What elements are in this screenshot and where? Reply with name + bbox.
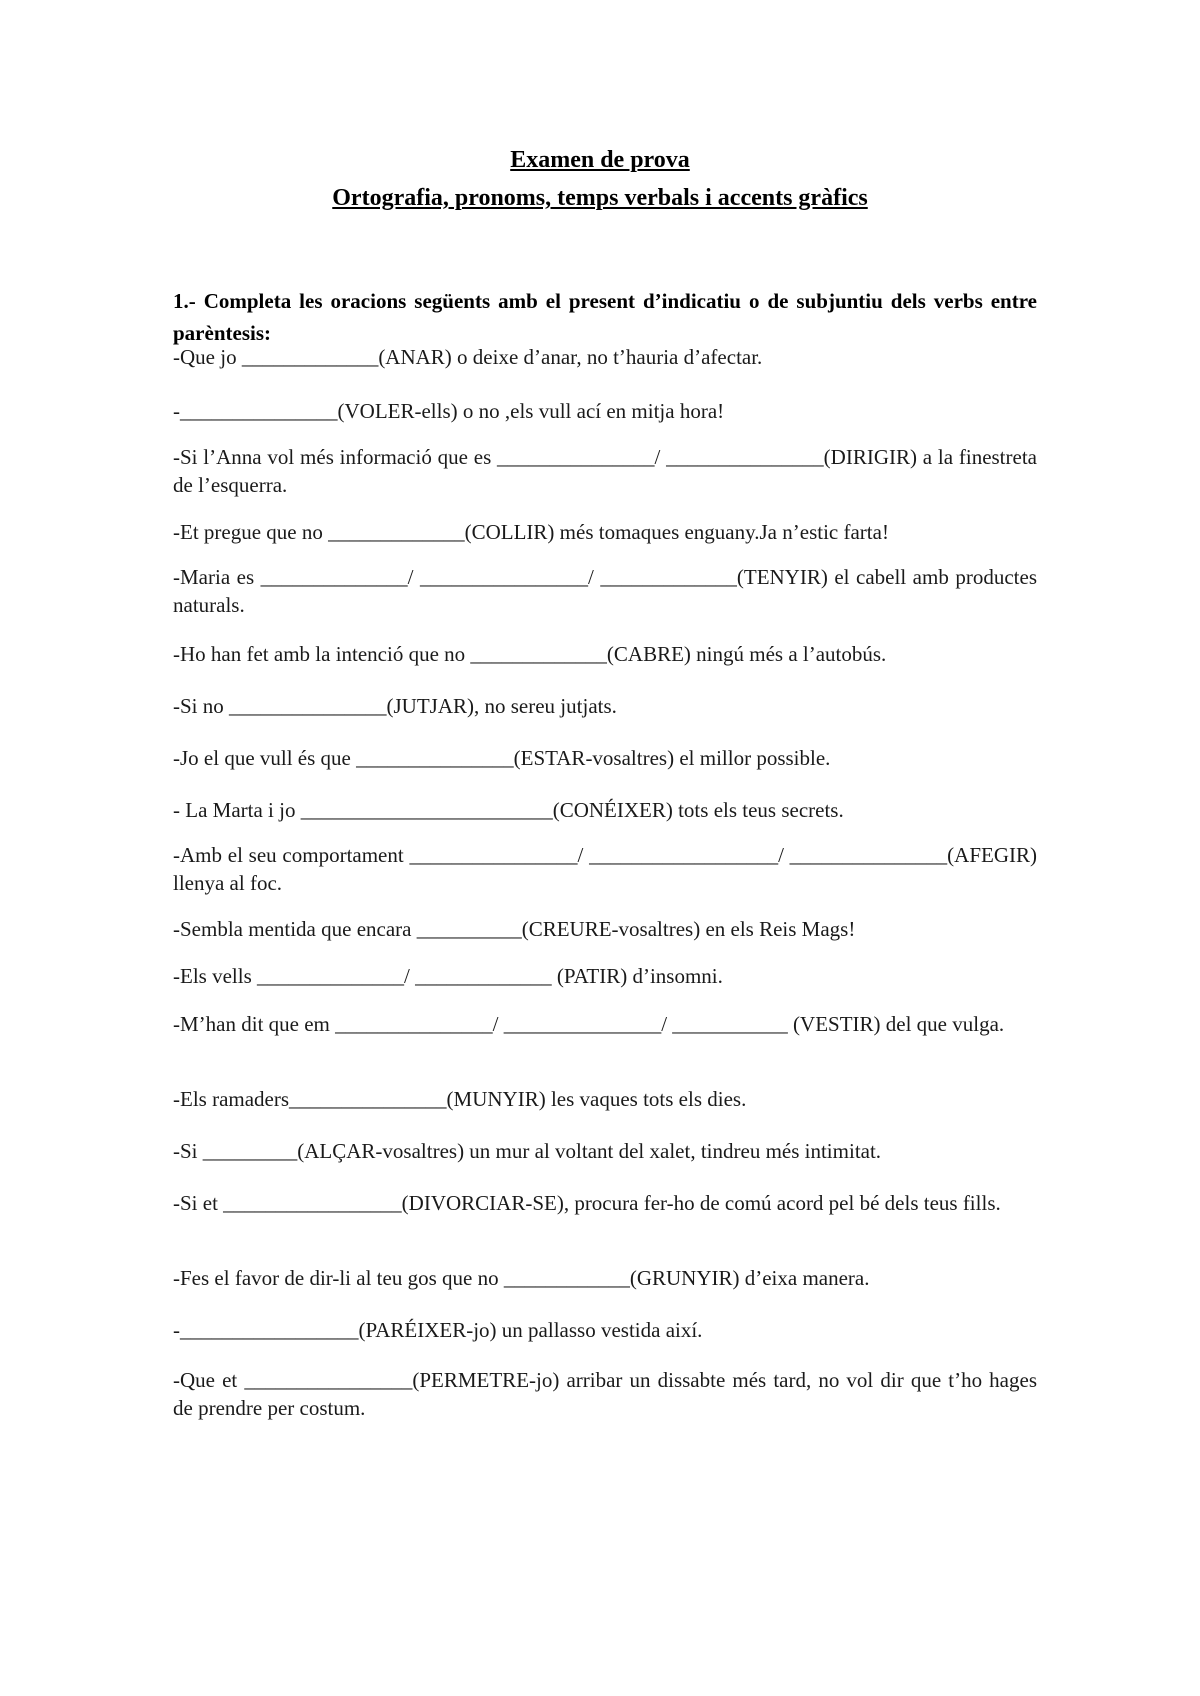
- exercise-sentence-13: -M’han dit que em _______________/ _______________/ ___________ (VESTIR) del que vulga.: [173, 1012, 1005, 1036]
- exercise-sentence-7: -Si no _______________(JUTJAR), no sereu jutjats.: [173, 694, 617, 718]
- exercise-sentence-10: -Amb el seu comportament ________________/ __________________/ _______________(AFEGIR) llenya al foc.: [173, 843, 1037, 895]
- exercise-sentence-5: -Maria es ______________/ ________________/ _____________(TENYIR) el cabell amb productes naturals.: [173, 565, 1037, 617]
- exercise-sentence-1: -Que jo _____________(ANAR) o deixe d’anar, no t’hauria d’afectar.: [173, 345, 763, 369]
- exercise-sentence-2: -_______________(VOLER-ells) o no ,els vull ací en mitja hora!: [173, 399, 725, 423]
- exercise-sentence-12: -Els vells ______________/ _____________ (PATIR) d’insomni.: [173, 964, 723, 988]
- question-1-prompt: 1.- Completa les oracions següents amb el present d’indicatiu o de subjuntiu dels verbs entre parèntesis:: [173, 289, 1037, 345]
- exercise-sentence-16: -Si et _________________(DIVORCIAR-SE), procura fer-ho de comú acord pel bé dels teus fills.: [173, 1191, 1001, 1215]
- exercise-sentence-8: -Jo el que vull és que _______________(ESTAR-vosaltres) el millor possible.: [173, 746, 831, 770]
- exercise-sentence-4: -Et pregue que no _____________(COLLIR) més tomaques enguany.Ja n’estic farta!: [173, 520, 889, 544]
- page-title: Examen de prova: [510, 147, 690, 173]
- page-subtitle: Ortografia, pronoms, temps verbals i accents gràfics: [332, 185, 868, 211]
- exercise-sentence-17: -Fes el favor de dir-li al teu gos que no ____________(GRUNYIR) d’eixa manera.: [173, 1266, 870, 1290]
- exercise-sentence-14: -Els ramaders_______________(MUNYIR) les vaques tots els dies.: [173, 1087, 747, 1111]
- exercise-sentence-11: -Sembla mentida que encara __________(CREURE-vosaltres) en els Reis Mags!: [173, 917, 856, 941]
- exercise-sentence-18: -_________________(PARÉIXER-jo) un pallasso vestida així.: [173, 1318, 703, 1342]
- exercise-sentence-15: -Si _________(ALÇAR-vosaltres) un mur al voltant del xalet, tindreu més intimitat.: [173, 1139, 882, 1163]
- exercise-sentence-3: -Si l’Anna vol més informació que es _______________/ _______________(DIRIGIR) a la finestreta de l’esquerra.: [173, 445, 1037, 497]
- exercise-sentence-6: -Ho han fet amb la intenció que no _____________(CABRE) ningú més a l’autobús.: [173, 642, 887, 666]
- exercise-sentence-9: - La Marta i jo ________________________(CONÉIXER) tots els teus secrets.: [173, 798, 844, 822]
- exercise-sentence-19: -Que et ________________(PERMETRE-jo) arribar un dissabte més tard, no vol dir que t’ho hages de prendre per costum.: [173, 1368, 1037, 1420]
